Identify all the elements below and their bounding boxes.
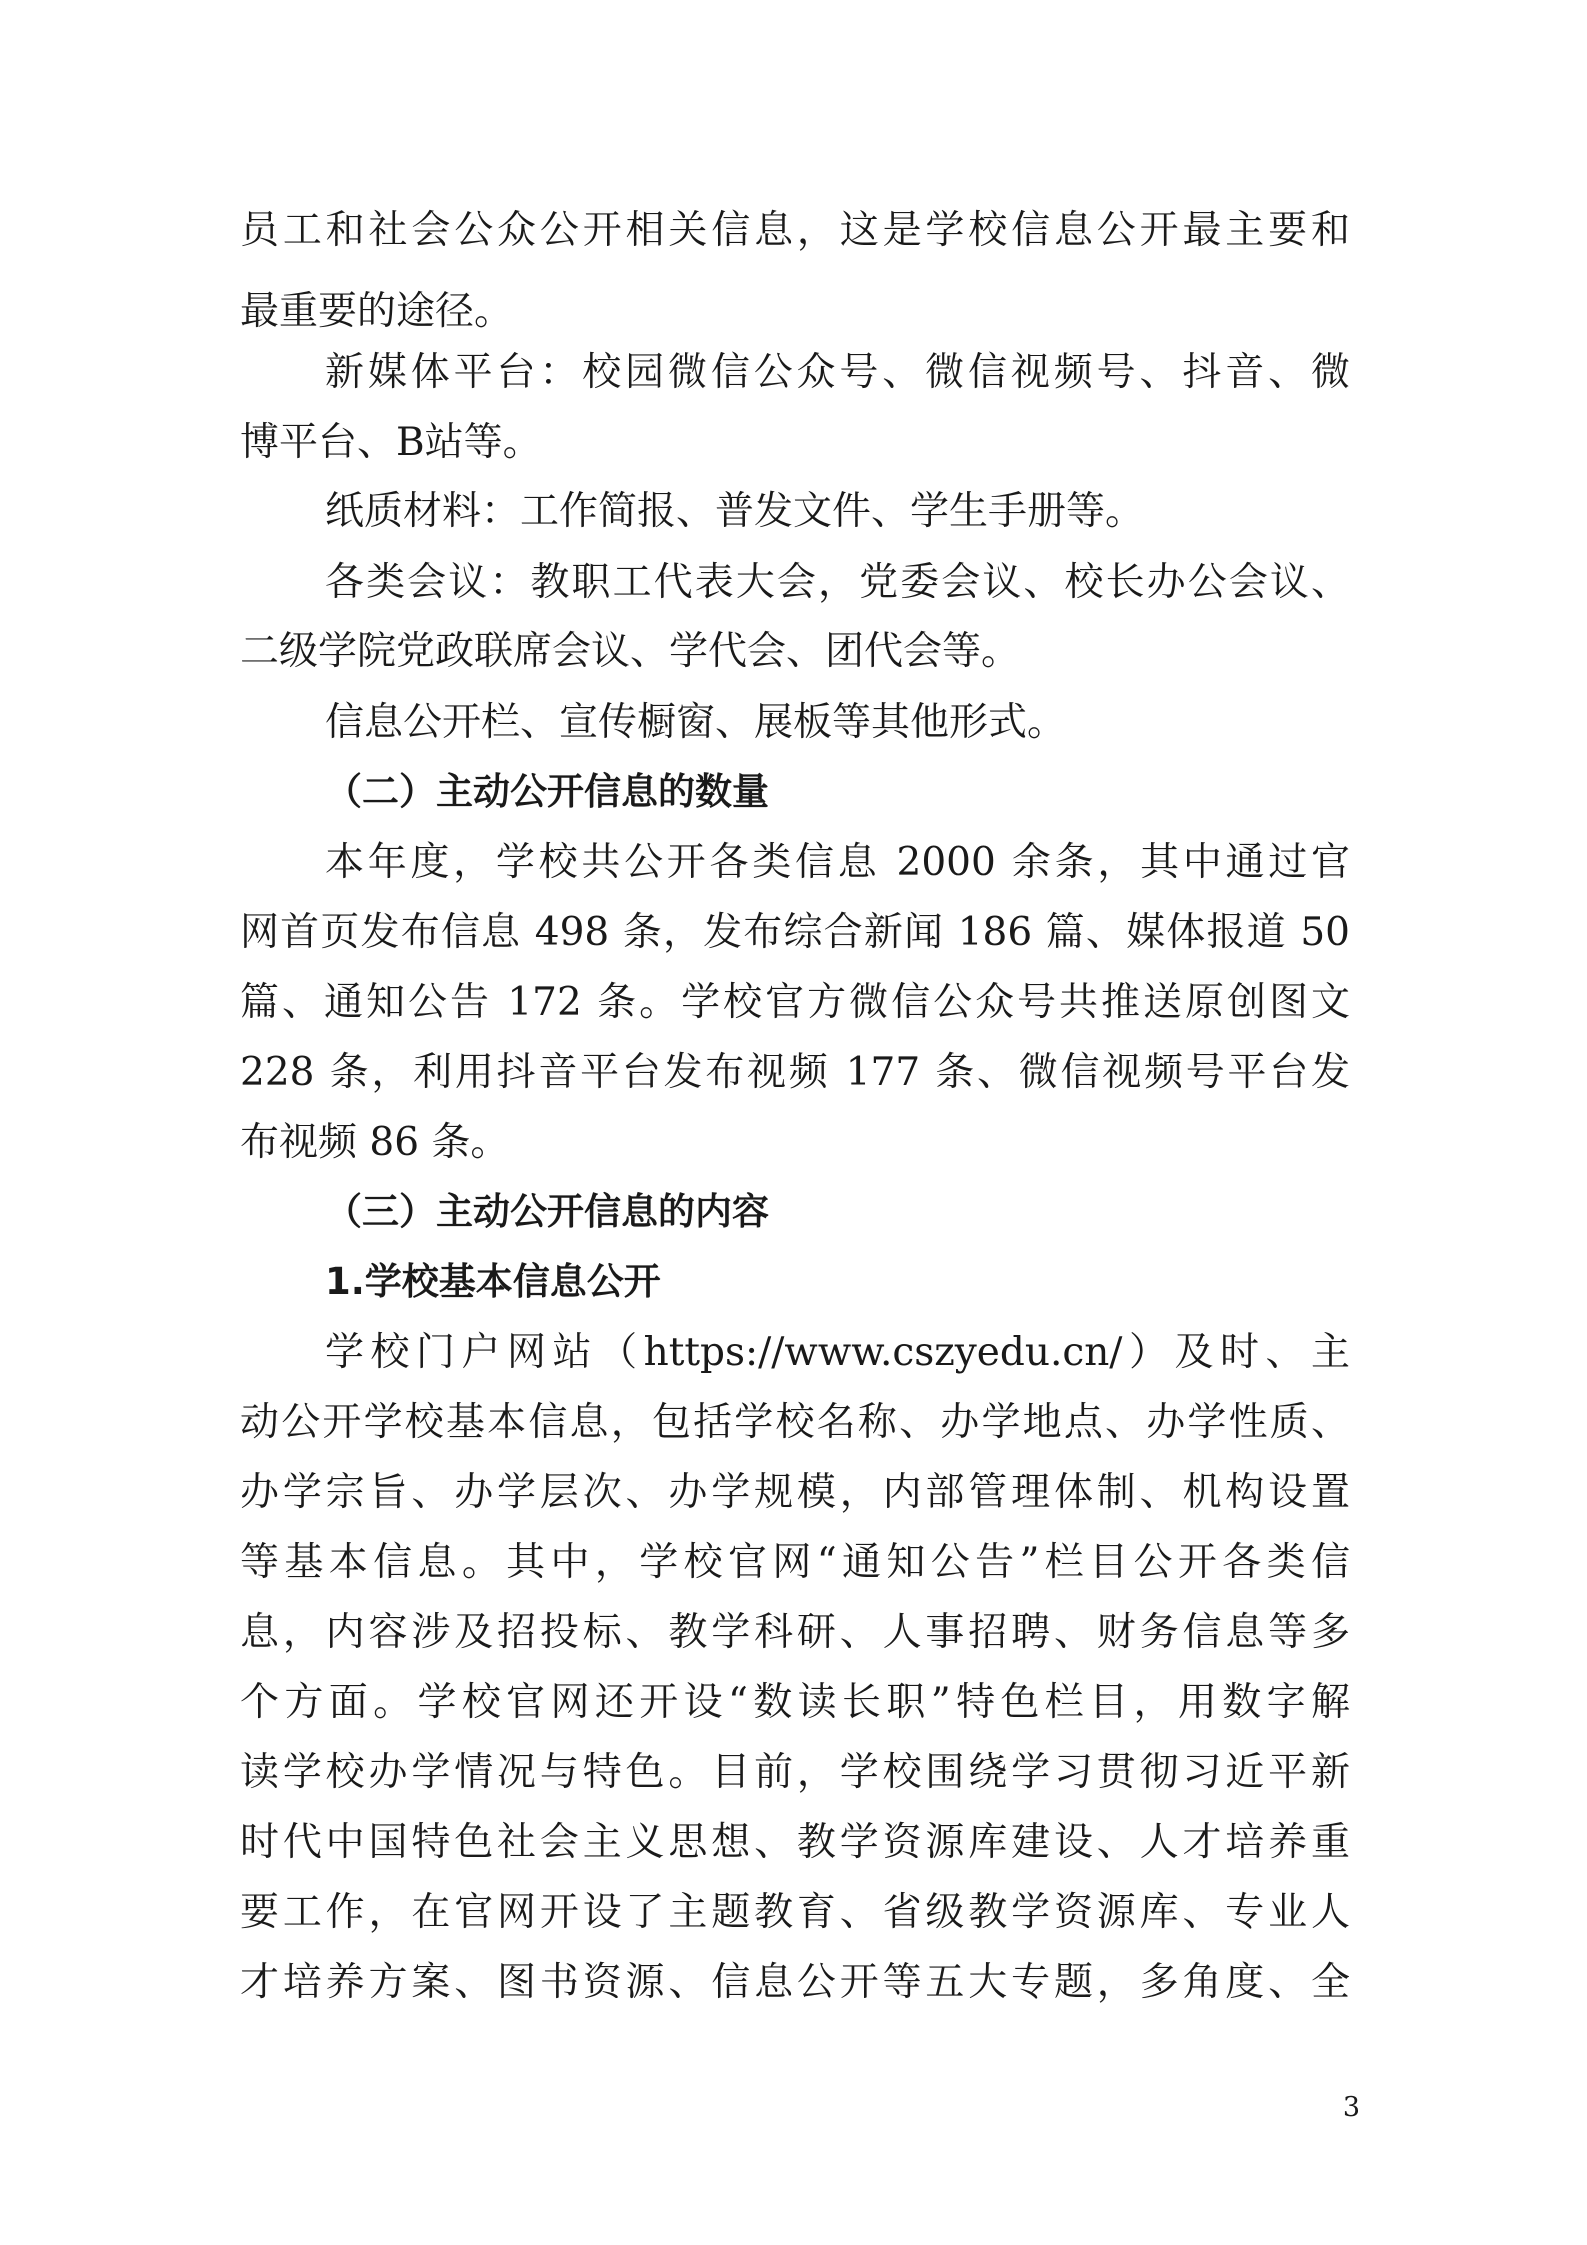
subsection-heading: 1.学校基本信息公开 xyxy=(325,1260,661,1303)
body-text-line: 时代中国特色社会主义思想、教学资源库建设、人才培养重 xyxy=(240,1820,1350,1865)
body-text-line: 读学校办学情况与特色。目前，学校围绕学习贯彻习近平新 xyxy=(240,1750,1350,1795)
body-text-line: 学校门户网站（https://www.cszyedu.cn/）及时、主 xyxy=(325,1330,1350,1375)
section-heading: （三）主动公开信息的内容 xyxy=(325,1190,769,1233)
body-text-line: 息，内容涉及招投标、教学科研、人事招聘、财务信息等多 xyxy=(240,1610,1350,1655)
body-text-line: 个方面。学校官网还开设“数读长职”特色栏目，用数字解 xyxy=(240,1680,1350,1725)
body-text-line: 网首页发布信息 498 条，发布综合新闻 186 篇、媒体报道 50 xyxy=(240,910,1350,955)
body-text-line: 博平台、B站等。 xyxy=(240,420,542,465)
page-number: 3 xyxy=(1342,2092,1360,2123)
body-text-line: 动公开学校基本信息，包括学校名称、办学地点、办学性质、 xyxy=(240,1400,1350,1445)
body-text-line: 228 条，利用抖音平台发布视频 177 条、微信视频号平台发 xyxy=(240,1050,1350,1095)
body-text-line: 纸质材料：工作简报、普发文件、学生手册等。 xyxy=(325,489,1145,534)
body-text-line: 员工和社会公众公开相关信息，这是学校信息公开最主要和 xyxy=(240,208,1350,253)
body-text-line: 二级学院党政联席会议、学代会、团代会等。 xyxy=(240,629,1021,674)
body-text-line: 新媒体平台：校园微信公众号、微信视频号、抖音、微 xyxy=(325,350,1350,395)
body-text-line: 才培养方案、图书资源、信息公开等五大专题，多角度、全 xyxy=(240,1960,1350,2005)
section-heading: （二）主动公开信息的数量 xyxy=(325,770,769,813)
body-text-line: 最重要的途径。 xyxy=(240,289,514,334)
body-text-line: 布视频 86 条。 xyxy=(240,1120,510,1165)
body-text-line: 本年度，学校共公开各类信息 2000 余条，其中通过官 xyxy=(325,840,1350,885)
body-text-line: 办学宗旨、办学层次、办学规模，内部管理体制、机构设置 xyxy=(240,1470,1350,1515)
body-text-line: 等基本信息。其中，学校官网“通知公告”栏目公开各类信 xyxy=(240,1540,1350,1585)
body-text-line: 信息公开栏、宣传橱窗、展板等其他形式。 xyxy=(325,700,1067,745)
body-text-line: 要工作，在官网开设了主题教育、省级教学资源库、专业人 xyxy=(240,1890,1350,1935)
body-text-line: 各类会议：教职工代表大会，党委会议、校长办公会议、 xyxy=(325,560,1350,605)
body-text-line: 篇、通知公告 172 条。学校官方微信公众号共推送原创图文 xyxy=(240,980,1350,1025)
